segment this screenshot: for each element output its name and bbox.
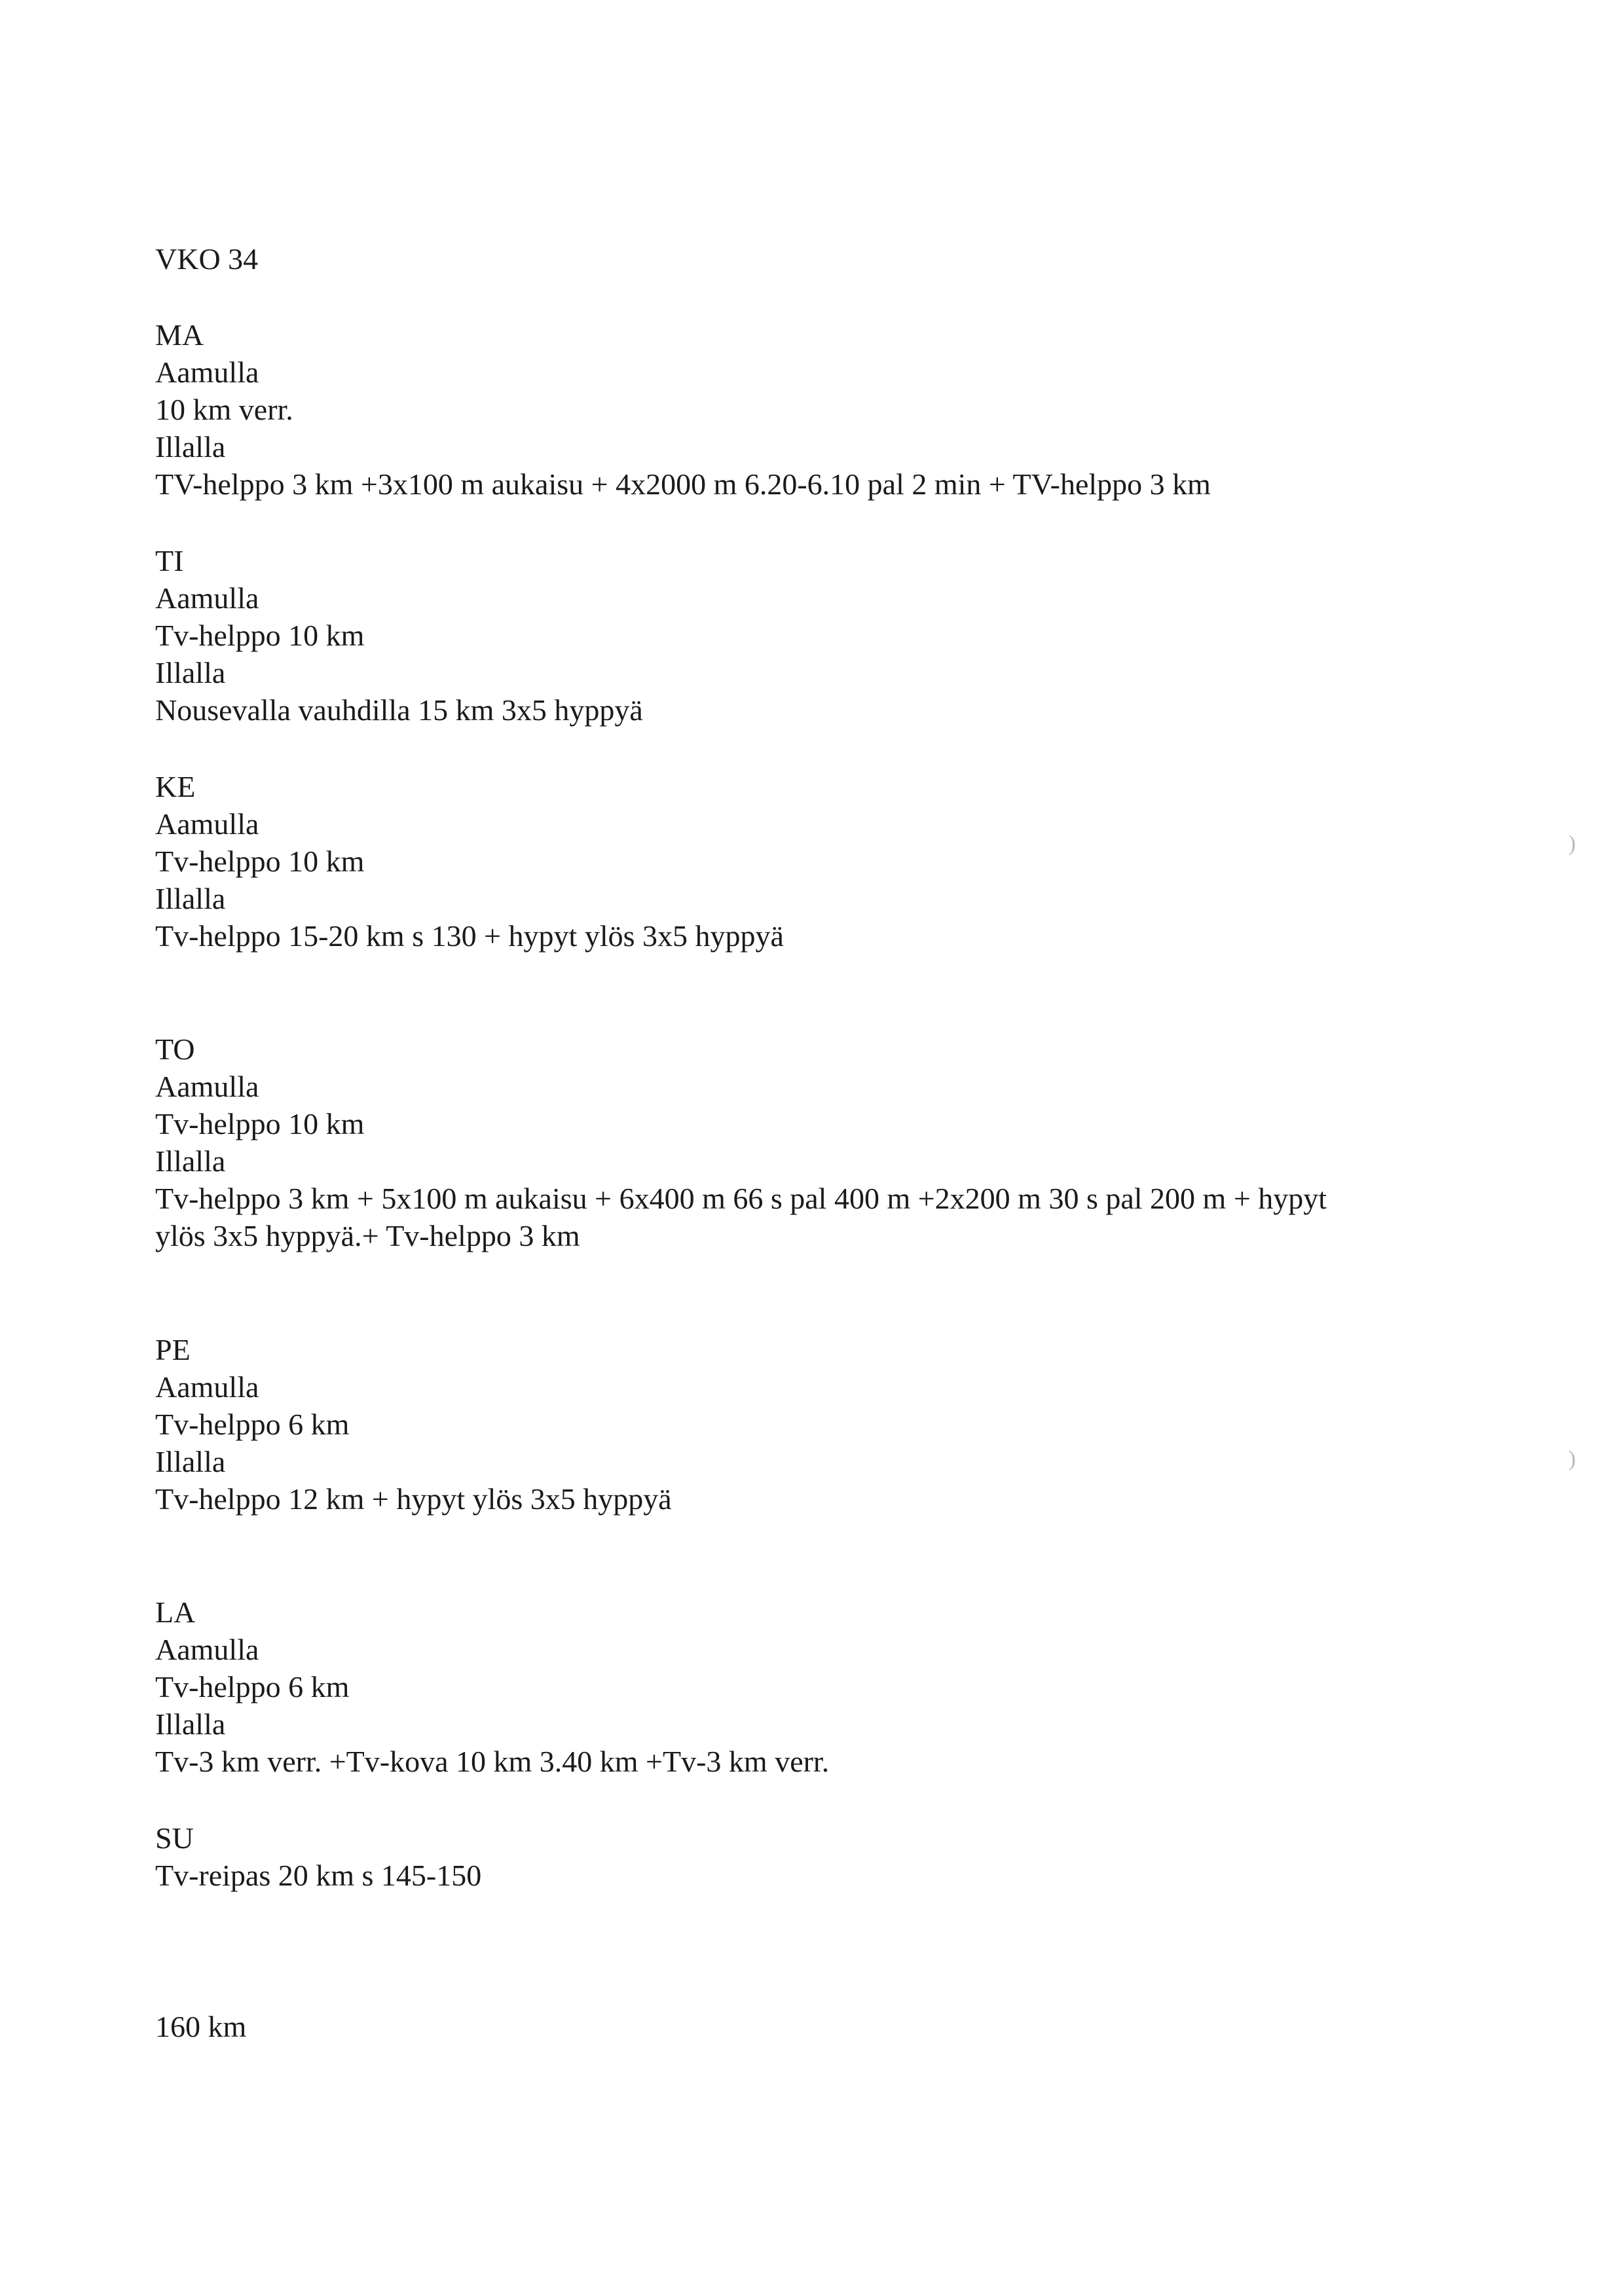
entry-line: Illalla — [155, 656, 226, 689]
entry-line: Aamulla — [155, 355, 259, 389]
entry-line: Tv-3 km verr. +Tv-kova 10 km 3.40 km +Tv-3 km verr. — [155, 1745, 830, 1778]
day-heading-to: TO — [155, 1032, 195, 1066]
weekly-total: 160 km — [155, 2010, 247, 2043]
entry-line: Illalla — [155, 1144, 226, 1178]
entry-line: Aamulla — [155, 807, 259, 841]
entry-line: Aamulla — [155, 1633, 259, 1666]
entry-line: Tv-reipas 20 km s 145-150 — [155, 1859, 482, 1892]
entry-line: Illalla — [155, 430, 226, 464]
week-heading: VKO 34 — [155, 242, 259, 276]
entry-line: Aamulla — [155, 581, 259, 615]
entry-line: Tv-helppo 6 km — [155, 1408, 350, 1441]
entry-line: Tv-helppo 10 km — [155, 619, 365, 652]
entry-line: Tv-helppo 6 km — [155, 1670, 350, 1704]
entry-line: TV-helppo 3 km +3x100 m aukaisu + 4x2000 m 6.20-6.10 pal 2 min + TV-helppo 3 km — [155, 467, 1211, 501]
day-heading-la: LA — [155, 1595, 196, 1629]
entry-line: Aamulla — [155, 1070, 259, 1103]
day-heading-ke: KE — [155, 770, 196, 803]
entry-line: Tv-helppo 3 km + 5x100 m aukaisu + 6x400 m 66 s pal 400 m +2x200 m 30 s pal 200 m + hypyt — [155, 1182, 1327, 1215]
entry-line: ylös 3x5 hyppyä.+ Tv-helppo 3 km — [155, 1219, 580, 1252]
scan-mark: ) — [1568, 831, 1576, 856]
entry-line: 10 km verr. — [155, 393, 293, 426]
entry-line: Illalla — [155, 1445, 226, 1478]
entry-line: Nousevalla vauhdilla 15 km 3x5 hyppyä — [155, 693, 643, 727]
entry-line: Tv-helppo 12 km + hypyt ylös 3x5 hyppyä — [155, 1482, 672, 1516]
day-heading-ma: MA — [155, 318, 204, 352]
entry-line: Illalla — [155, 882, 226, 915]
entry-line: Tv-helppo 15-20 km s 130 + hypyt ylös 3x5 hyppyä — [155, 919, 784, 953]
entry-line: Illalla — [155, 1707, 226, 1741]
day-heading-su: SU — [155, 1821, 194, 1855]
day-heading-ti: TI — [155, 544, 184, 577]
entry-line: Tv-helppo 10 km — [155, 1107, 365, 1140]
scan-mark: ) — [1568, 1447, 1576, 1471]
entry-line: Aamulla — [155, 1370, 259, 1404]
entry-line: Tv-helppo 10 km — [155, 845, 365, 878]
day-heading-pe: PE — [155, 1333, 191, 1366]
